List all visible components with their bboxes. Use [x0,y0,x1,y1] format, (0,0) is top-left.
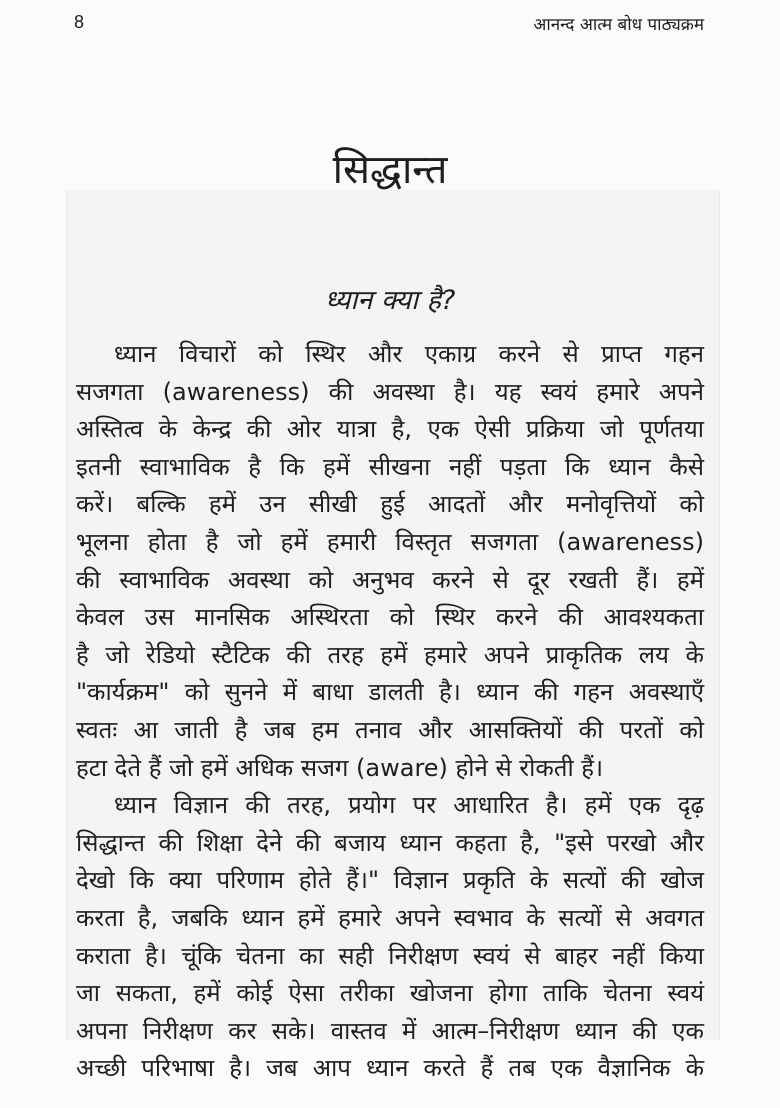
running-header: आनन्द आत्म बोध पाठ्यक्रम [533,15,704,35]
text-line: कराता है। चूंकि चेतना का सही निरीक्षण स्वयं से बाहर नहीं किया [76,941,704,970]
text-line: जा सकता, हमें कोई ऐसा तरीका खोजना होगा ताकि चेतना स्वयं [76,979,704,1008]
text-line: है जो रेडियो स्टैटिक की तरह हमें हमारे अपने प्राकृतिक लय के [76,640,704,669]
page-number: 8 [74,12,85,32]
text-line: स्वतः आ जाती है जब हम तनाव और आसक्तियों की परतों को [76,715,704,744]
text-line: ध्यान विचारों को स्थिर और एकाग्र करने से प्राप्त गहन [114,340,704,368]
text-line: इतनी स्वाभाविक है कि हमें सीखना नहीं पड़ता कि ध्यान कैसे [76,452,704,481]
text-line: अस्तित्व के केन्द्र की ओर यात्रा है, एक ऐसी प्रक्रिया जो पूर्णतया [76,415,704,444]
text-line: ध्यान विज्ञान की तरह, प्रयोग पर आधारित है। हमें एक दृढ़ [114,791,704,820]
text-line: हटा देते हैं जो हमें अधिक सजग (aware) होने से रोकती हैं। [76,753,604,782]
text-line: अच्छी परिभाषा है। जब आप ध्यान करते हैं तब एक वैज्ञानिक के [76,1054,704,1083]
text-line: "कार्यक्रम" को सुनने में बाधा डालती है। ध्यान की गहन अवस्थाएँ [76,678,704,707]
chapter-title: सिद्धान्त [332,147,448,193]
text-line: सजगता (awareness) की अवस्था है। यह स्वयं हमारे अपने [76,377,704,406]
text-line: अपना निरीक्षण कर सके। वास्तव में आत्म–निरीक्षण ध्यान की एक [76,1016,704,1045]
text-line: करता है, जबकि ध्यान हमें हमारे अपने स्वभाव के सत्यों से अवगत [76,903,704,932]
text-line: भूलना होता है जो हमें हमारी विस्तृत सजगता (awareness) [76,527,704,556]
text-line: देखो कि क्या परिणाम होते हैं।" विज्ञान प्रकृति के सत्यों की खोज [76,866,704,895]
body-text [76,336,704,1088]
text-line: की स्वाभाविक अवस्था को अनुभव करने से दूर रखती हैं। हमें [76,565,704,594]
section-heading: ध्यान क्या है? [324,285,456,316]
text-line: सिद्धान्त की शिक्षा देने की बजाय ध्यान कहता है, "इसे परखो और [76,828,704,857]
text-line: केवल उस मानसिक अस्थिरता को स्थिर करने की आवश्यकता [76,603,704,632]
text-line: करें। बल्कि हमें उन सीखी हुई आदतों और मनोवृत्तियों को [76,490,704,519]
